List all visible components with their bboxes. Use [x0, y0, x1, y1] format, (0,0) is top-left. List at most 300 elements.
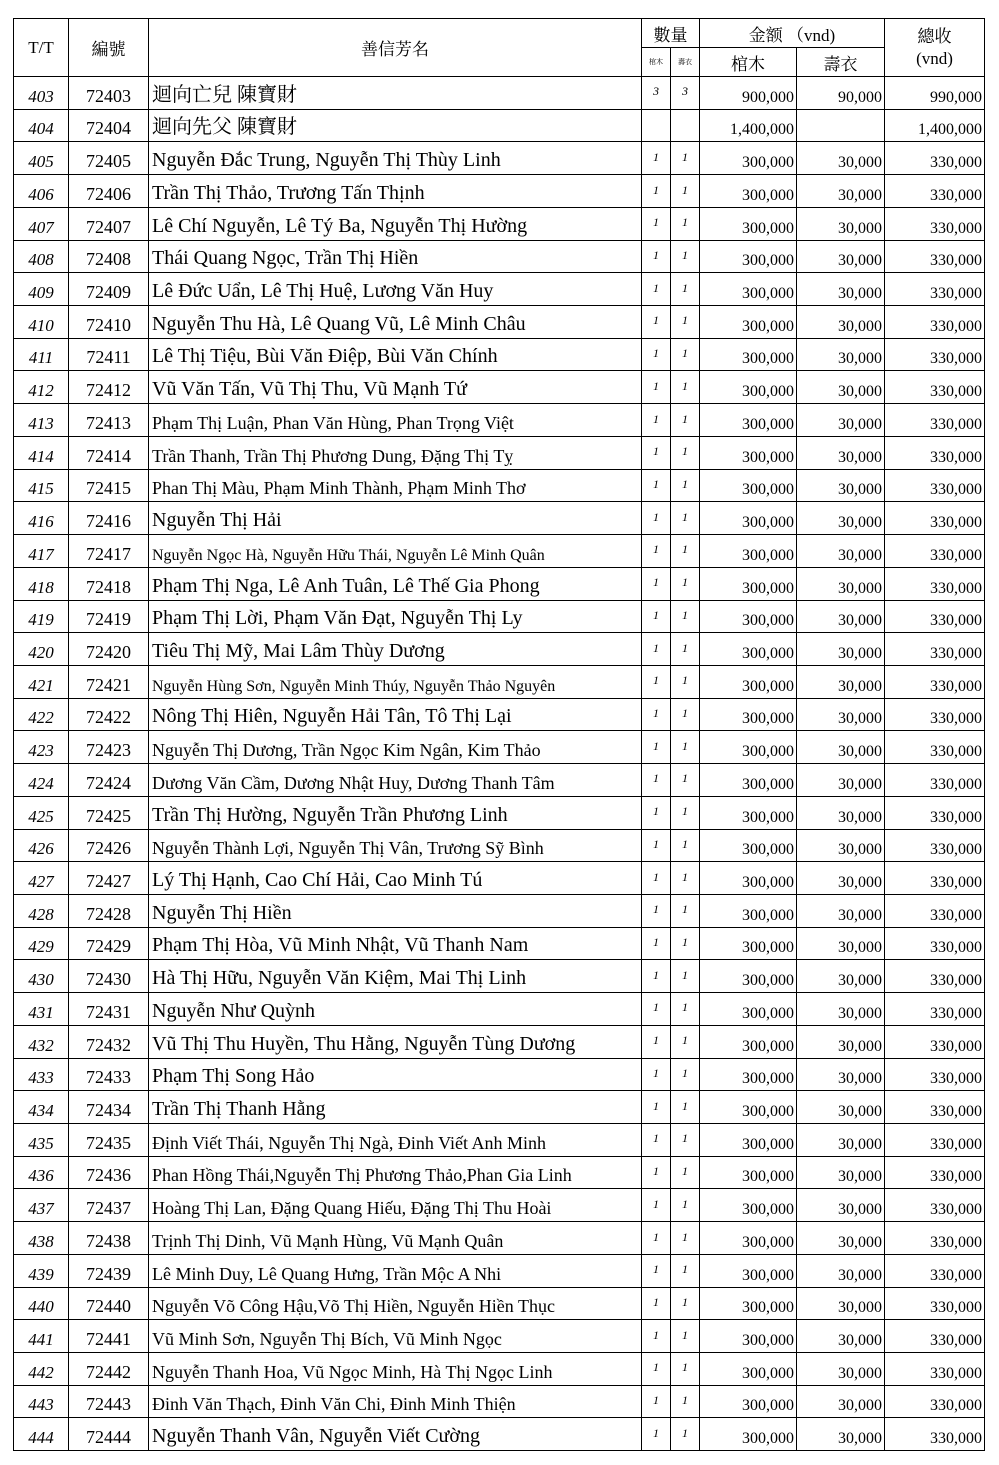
- row-amount-clothes: 30,000: [797, 306, 885, 339]
- row-qty-coffin: 1: [642, 665, 671, 698]
- row-code: 72421: [69, 665, 149, 698]
- row-code: 72423: [69, 731, 149, 764]
- row-qty-clothes: 1: [671, 894, 700, 927]
- row-qty-coffin: 1: [642, 927, 671, 960]
- row-amount-clothes: 90,000: [797, 77, 885, 110]
- row-donor-name: Hà Thị Hữu, Nguyễn Văn Kiệm, Mai Thị Linh: [149, 960, 642, 993]
- row-amount-clothes: [797, 109, 885, 142]
- row-amount-coffin: 300,000: [700, 1320, 797, 1353]
- row-code: 72441: [69, 1320, 149, 1353]
- row-amount-clothes: 30,000: [797, 240, 885, 273]
- row-qty-clothes: 1: [671, 1320, 700, 1353]
- row-code: 72425: [69, 796, 149, 829]
- row-donor-name: Phạm Thị Luận, Phan Văn Hùng, Phan Trọng Việt: [149, 404, 642, 437]
- header-qty-coffin: 棺木: [642, 48, 671, 77]
- row-index: 428: [14, 894, 69, 927]
- row-amount-coffin: 300,000: [700, 273, 797, 306]
- header-quantity: 數量: [642, 19, 700, 48]
- row-index: 433: [14, 1058, 69, 1091]
- row-total: 1,400,000: [885, 109, 985, 142]
- table-row: [14, 698, 985, 731]
- row-qty-clothes: 1: [671, 175, 700, 208]
- table-row: [14, 535, 985, 568]
- table-row: [14, 175, 985, 208]
- row-amount-coffin: 300,000: [700, 1025, 797, 1058]
- row-total: 330,000: [885, 306, 985, 339]
- row-amount-clothes: 30,000: [797, 1320, 885, 1353]
- row-amount-clothes: 30,000: [797, 469, 885, 502]
- row-qty-coffin: 1: [642, 698, 671, 731]
- row-amount-clothes: 30,000: [797, 1385, 885, 1418]
- row-amount-clothes: 30,000: [797, 1156, 885, 1189]
- row-donor-name: Phan Thị Màu, Phạm Minh Thành, Phạm Minh Thơ: [149, 469, 642, 502]
- row-amount-clothes: 30,000: [797, 535, 885, 568]
- row-qty-coffin: 1: [642, 796, 671, 829]
- table-row: [14, 960, 985, 993]
- table-row: [14, 1418, 985, 1451]
- table-row: [14, 862, 985, 895]
- row-donor-name: Hoàng Thị Lan, Đặng Quang Hiếu, Đặng Thị Thu Hoài: [149, 1189, 642, 1222]
- row-index: 436: [14, 1156, 69, 1189]
- row-amount-clothes: 30,000: [797, 665, 885, 698]
- table-row: [14, 1025, 985, 1058]
- row-donor-name: Trịnh Thị Dinh, Vũ Mạnh Hùng, Vũ Mạnh Quân: [149, 1222, 642, 1255]
- row-donor-name: Trần Thanh, Trần Thị Phương Dung, Đặng Thị Tỵ: [149, 436, 642, 469]
- row-index: 441: [14, 1320, 69, 1353]
- row-donor-name: Lê Đức Uẩn, Lê Thị Huệ, Lương Văn Huy: [149, 273, 642, 306]
- row-amount-coffin: 300,000: [700, 829, 797, 862]
- row-amount-coffin: 300,000: [700, 1189, 797, 1222]
- row-code: 72428: [69, 894, 149, 927]
- row-total: 330,000: [885, 894, 985, 927]
- row-donor-name: Vũ Minh Sơn, Nguyễn Thị Bích, Vũ Minh Ngọc: [149, 1320, 642, 1353]
- row-qty-clothes: 3: [671, 77, 700, 110]
- row-code: 72413: [69, 404, 149, 437]
- row-total: 330,000: [885, 1353, 985, 1386]
- row-index: 419: [14, 600, 69, 633]
- row-code: 72410: [69, 306, 149, 339]
- row-amount-coffin: 300,000: [700, 469, 797, 502]
- row-qty-coffin: 1: [642, 273, 671, 306]
- row-amount-coffin: 300,000: [700, 1418, 797, 1451]
- row-qty-clothes: 1: [671, 1222, 700, 1255]
- row-amount-coffin: 300,000: [700, 535, 797, 568]
- row-amount-clothes: 30,000: [797, 600, 885, 633]
- row-qty-coffin: 1: [642, 600, 671, 633]
- row-amount-coffin: 300,000: [700, 175, 797, 208]
- row-qty-clothes: 1: [671, 927, 700, 960]
- row-index: 438: [14, 1222, 69, 1255]
- row-total: 330,000: [885, 698, 985, 731]
- row-qty-clothes: 1: [671, 600, 700, 633]
- row-index: 417: [14, 535, 69, 568]
- row-qty-coffin: 1: [642, 175, 671, 208]
- row-amount-coffin: 300,000: [700, 1222, 797, 1255]
- row-qty-clothes: 1: [671, 404, 700, 437]
- row-total: 330,000: [885, 567, 985, 600]
- row-amount-coffin: 300,000: [700, 1058, 797, 1091]
- row-index: 432: [14, 1025, 69, 1058]
- row-total: 330,000: [885, 1254, 985, 1287]
- row-amount-clothes: 30,000: [797, 960, 885, 993]
- row-code: 72418: [69, 567, 149, 600]
- row-code: 72432: [69, 1025, 149, 1058]
- row-index: 418: [14, 567, 69, 600]
- row-total: 330,000: [885, 993, 985, 1026]
- row-total: 330,000: [885, 1156, 985, 1189]
- table-row: [14, 1091, 985, 1124]
- row-qty-clothes: 1: [671, 535, 700, 568]
- row-amount-coffin: 300,000: [700, 1353, 797, 1386]
- row-total: 330,000: [885, 175, 985, 208]
- row-donor-name: Nguyễn Như Quỳnh: [149, 993, 642, 1026]
- row-total: 330,000: [885, 436, 985, 469]
- row-donor-name: Nguyễn Thanh Vân, Nguyễn Viết Cường: [149, 1418, 642, 1451]
- row-amount-clothes: 30,000: [797, 731, 885, 764]
- row-index: 440: [14, 1287, 69, 1320]
- row-amount-coffin: 300,000: [700, 1091, 797, 1124]
- row-amount-clothes: 30,000: [797, 207, 885, 240]
- row-qty-coffin: 1: [642, 371, 671, 404]
- row-donor-name: Lê Minh Duy, Lê Quang Hưng, Trần Mộc A Nhi: [149, 1254, 642, 1287]
- row-donor-name: Nguyễn Thành Lợi, Nguyễn Thị Vân, Trương Sỹ Bình: [149, 829, 642, 862]
- header-clothes: 壽衣: [797, 48, 885, 77]
- row-amount-clothes: 30,000: [797, 796, 885, 829]
- table-row: [14, 665, 985, 698]
- row-amount-clothes: 30,000: [797, 436, 885, 469]
- row-amount-coffin: 300,000: [700, 993, 797, 1026]
- table-row: [14, 1254, 985, 1287]
- row-qty-clothes: 1: [671, 306, 700, 339]
- table-row: [14, 764, 985, 797]
- row-index: 408: [14, 240, 69, 273]
- row-qty-clothes: 1: [671, 1385, 700, 1418]
- row-total: 330,000: [885, 1124, 985, 1157]
- row-amount-clothes: 30,000: [797, 633, 885, 666]
- row-qty-clothes: 1: [671, 371, 700, 404]
- row-qty-coffin: 1: [642, 469, 671, 502]
- row-index: 425: [14, 796, 69, 829]
- row-index: 437: [14, 1189, 69, 1222]
- row-amount-coffin: 1,400,000: [700, 109, 797, 142]
- row-amount-coffin: 300,000: [700, 894, 797, 927]
- row-qty-coffin: 1: [642, 1254, 671, 1287]
- row-amount-coffin: 300,000: [700, 1287, 797, 1320]
- row-code: 72417: [69, 535, 149, 568]
- row-code: 72405: [69, 142, 149, 175]
- row-index: 423: [14, 731, 69, 764]
- row-total: 330,000: [885, 338, 985, 371]
- header-qty-clothes: 壽衣: [671, 48, 700, 77]
- row-total: 330,000: [885, 796, 985, 829]
- row-amount-clothes: 30,000: [797, 273, 885, 306]
- row-amount-coffin: 300,000: [700, 764, 797, 797]
- row-index: 431: [14, 993, 69, 1026]
- row-amount-clothes: 30,000: [797, 829, 885, 862]
- row-index: 410: [14, 306, 69, 339]
- row-total: 330,000: [885, 1385, 985, 1418]
- table-row: [14, 338, 985, 371]
- row-index: 415: [14, 469, 69, 502]
- row-donor-name: Trần Thị Hường, Nguyễn Trần Phương Linh: [149, 796, 642, 829]
- row-qty-coffin: 1: [642, 502, 671, 535]
- table-row: [14, 1320, 985, 1353]
- row-code: 72439: [69, 1254, 149, 1287]
- row-qty-coffin: 3: [642, 77, 671, 110]
- row-total: 330,000: [885, 1287, 985, 1320]
- row-index: 443: [14, 1385, 69, 1418]
- row-amount-clothes: 30,000: [797, 404, 885, 437]
- row-qty-coffin: 1: [642, 338, 671, 371]
- row-amount-clothes: 30,000: [797, 993, 885, 1026]
- row-qty-coffin: 1: [642, 829, 671, 862]
- row-qty-clothes: 1: [671, 960, 700, 993]
- row-amount-coffin: 300,000: [700, 338, 797, 371]
- row-qty-coffin: 1: [642, 1189, 671, 1222]
- row-total: 330,000: [885, 207, 985, 240]
- row-index: 404: [14, 109, 69, 142]
- row-qty-coffin: 1: [642, 207, 671, 240]
- row-qty-coffin: 1: [642, 862, 671, 895]
- row-amount-coffin: 300,000: [700, 731, 797, 764]
- row-amount-coffin: 300,000: [700, 665, 797, 698]
- table-row: [14, 371, 985, 404]
- row-total: 330,000: [885, 1091, 985, 1124]
- row-qty-coffin: 1: [642, 960, 671, 993]
- row-total: 330,000: [885, 1058, 985, 1091]
- row-amount-coffin: 300,000: [700, 1124, 797, 1157]
- row-donor-name: Vũ Thị Thu Huyền, Thu Hằng, Nguyễn Tùng Dương: [149, 1025, 642, 1058]
- donation-table: [13, 18, 985, 1451]
- row-amount-coffin: 300,000: [700, 862, 797, 895]
- row-code: 72420: [69, 633, 149, 666]
- row-qty-clothes: 1: [671, 240, 700, 273]
- row-amount-coffin: 300,000: [700, 567, 797, 600]
- row-code: 72430: [69, 960, 149, 993]
- row-amount-coffin: 300,000: [700, 371, 797, 404]
- row-qty-clothes: 1: [671, 993, 700, 1026]
- table-row: [14, 436, 985, 469]
- row-qty-coffin: 1: [642, 404, 671, 437]
- row-amount-coffin: 300,000: [700, 207, 797, 240]
- row-amount-clothes: 30,000: [797, 567, 885, 600]
- row-donor-name: Lê Thị Tiệu, Bùi Văn Điệp, Bùi Văn Chính: [149, 338, 642, 371]
- row-donor-name: Nguyễn Đắc Trung, Nguyễn Thị Thùy Linh: [149, 142, 642, 175]
- row-donor-name: Đinh Văn Thạch, Đinh Văn Chi, Đinh Minh Thiện: [149, 1385, 642, 1418]
- row-qty-clothes: 1: [671, 142, 700, 175]
- row-donor-name: Phan Hồng Thái,Nguyễn Thị Phương Thảo,Phan Gia Linh: [149, 1156, 642, 1189]
- row-amount-coffin: 300,000: [700, 404, 797, 437]
- row-qty-coffin: 1: [642, 1320, 671, 1353]
- row-qty-coffin: 1: [642, 535, 671, 568]
- row-qty-coffin: 1: [642, 240, 671, 273]
- header-amount: 金额 （vnd): [700, 19, 885, 48]
- row-qty-coffin: 1: [642, 1418, 671, 1451]
- row-donor-name: Nguyễn Thu Hà, Lê Quang Vũ, Lê Minh Châu: [149, 306, 642, 339]
- table-header: [14, 19, 985, 77]
- row-donor-name: Trần Thị Thảo, Trương Tấn Thịnh: [149, 175, 642, 208]
- row-qty-clothes: 1: [671, 1091, 700, 1124]
- row-donor-name: Nguyễn Thị Hải: [149, 502, 642, 535]
- row-qty-clothes: 1: [671, 338, 700, 371]
- row-index: 435: [14, 1124, 69, 1157]
- table-row: [14, 207, 985, 240]
- row-amount-coffin: 300,000: [700, 1254, 797, 1287]
- table-row: [14, 927, 985, 960]
- row-amount-clothes: 30,000: [797, 764, 885, 797]
- row-amount-clothes: 30,000: [797, 1091, 885, 1124]
- row-amount-coffin: 300,000: [700, 796, 797, 829]
- row-index: 427: [14, 862, 69, 895]
- row-qty-coffin: 1: [642, 1156, 671, 1189]
- row-total: 330,000: [885, 1418, 985, 1451]
- table-row: [14, 240, 985, 273]
- row-qty-clothes: 1: [671, 1058, 700, 1091]
- row-total: 330,000: [885, 600, 985, 633]
- row-donor-name: Phạm Thị Nga, Lê Anh Tuân, Lê Thế Gia Phong: [149, 567, 642, 600]
- row-index: 413: [14, 404, 69, 437]
- row-code: 72409: [69, 273, 149, 306]
- row-qty-clothes: 1: [671, 1287, 700, 1320]
- table-row: [14, 567, 985, 600]
- table-body: [14, 77, 985, 1451]
- row-qty-clothes: 1: [671, 829, 700, 862]
- row-qty-coffin: 1: [642, 567, 671, 600]
- row-code: 72435: [69, 1124, 149, 1157]
- row-amount-coffin: 300,000: [700, 142, 797, 175]
- row-amount-clothes: 30,000: [797, 502, 885, 535]
- row-amount-clothes: 30,000: [797, 338, 885, 371]
- row-donor-name: Nông Thị Hiên, Nguyễn Hải Tân, Tô Thị Lại: [149, 698, 642, 731]
- row-index: 426: [14, 829, 69, 862]
- row-donor-name: Nguyễn Thanh Hoa, Vũ Ngọc Minh, Hà Thị Ngọc Linh: [149, 1353, 642, 1386]
- row-index: 429: [14, 927, 69, 960]
- row-total: 330,000: [885, 371, 985, 404]
- row-qty-coffin: 1: [642, 1091, 671, 1124]
- row-total: 330,000: [885, 240, 985, 273]
- header-total-line1: 總收: [917, 26, 952, 46]
- row-qty-clothes: 1: [671, 1124, 700, 1157]
- row-amount-clothes: 30,000: [797, 1025, 885, 1058]
- table-row: [14, 993, 985, 1026]
- row-index: 442: [14, 1353, 69, 1386]
- row-code: 72429: [69, 927, 149, 960]
- row-donor-name: Lê Chí Nguyễn, Lê Tý Ba, Nguyễn Thị Hường: [149, 207, 642, 240]
- row-code: 72444: [69, 1418, 149, 1451]
- row-index: 434: [14, 1091, 69, 1124]
- row-code: 72419: [69, 600, 149, 633]
- row-amount-coffin: 300,000: [700, 436, 797, 469]
- row-qty-coffin: 1: [642, 764, 671, 797]
- row-qty-clothes: 1: [671, 273, 700, 306]
- table-row: [14, 1353, 985, 1386]
- row-total: 330,000: [885, 273, 985, 306]
- table-row: [14, 273, 985, 306]
- row-qty-clothes: 1: [671, 1025, 700, 1058]
- row-qty-clothes: 1: [671, 698, 700, 731]
- row-qty-clothes: 1: [671, 1156, 700, 1189]
- row-donor-name: Tiêu Thị Mỹ, Mai Lâm Thùy Dương: [149, 633, 642, 666]
- row-amount-coffin: 300,000: [700, 502, 797, 535]
- row-code: 72438: [69, 1222, 149, 1255]
- row-donor-name: Nguyễn Thị Hiền: [149, 894, 642, 927]
- row-code: 72433: [69, 1058, 149, 1091]
- table-row: [14, 829, 985, 862]
- row-qty-coffin: 1: [642, 306, 671, 339]
- row-total: 330,000: [885, 665, 985, 698]
- row-index: 416: [14, 502, 69, 535]
- row-amount-clothes: 30,000: [797, 894, 885, 927]
- row-total: 330,000: [885, 829, 985, 862]
- row-index: 420: [14, 633, 69, 666]
- row-index: 411: [14, 338, 69, 371]
- row-qty-coffin: 1: [642, 894, 671, 927]
- row-donor-name: Nguyễn Thị Dương, Trần Ngọc Kim Ngân, Kim Thảo: [149, 731, 642, 764]
- row-amount-clothes: 30,000: [797, 1287, 885, 1320]
- row-amount-clothes: 30,000: [797, 1418, 885, 1451]
- table-row: [14, 1058, 985, 1091]
- row-index: 405: [14, 142, 69, 175]
- row-amount-clothes: 30,000: [797, 698, 885, 731]
- table-row: [14, 1189, 985, 1222]
- row-amount-clothes: 30,000: [797, 927, 885, 960]
- header-code: 編號: [69, 19, 149, 77]
- row-qty-coffin: 1: [642, 1124, 671, 1157]
- row-total: 330,000: [885, 862, 985, 895]
- row-total: 330,000: [885, 764, 985, 797]
- row-code: 72416: [69, 502, 149, 535]
- row-total: 330,000: [885, 469, 985, 502]
- row-qty-coffin: 1: [642, 1058, 671, 1091]
- table-row: [14, 796, 985, 829]
- row-amount-coffin: 300,000: [700, 927, 797, 960]
- row-code: 72411: [69, 338, 149, 371]
- row-qty-clothes: 1: [671, 633, 700, 666]
- row-code: 72406: [69, 175, 149, 208]
- table-row: [14, 894, 985, 927]
- row-code: 72415: [69, 469, 149, 502]
- row-code: 72443: [69, 1385, 149, 1418]
- row-amount-coffin: 300,000: [700, 600, 797, 633]
- row-qty-coffin: 1: [642, 731, 671, 764]
- row-qty-clothes: 1: [671, 567, 700, 600]
- row-qty-coffin: 1: [642, 633, 671, 666]
- row-donor-name: Phạm Thị Hòa, Vũ Minh Nhật, Vũ Thanh Nam: [149, 927, 642, 960]
- table-row: [14, 1385, 985, 1418]
- row-code: 72403: [69, 77, 149, 110]
- row-donor-name: 迴向亡兒 陳寶財: [149, 77, 642, 110]
- row-total: 330,000: [885, 927, 985, 960]
- table-row: [14, 1287, 985, 1320]
- row-code: 72404: [69, 109, 149, 142]
- row-code: 72422: [69, 698, 149, 731]
- row-donor-name: Lý Thị Hạnh, Cao Chí Hải, Cao Minh Tú: [149, 862, 642, 895]
- row-index: 409: [14, 273, 69, 306]
- row-total: 330,000: [885, 633, 985, 666]
- row-amount-clothes: 30,000: [797, 1058, 885, 1091]
- row-code: 72424: [69, 764, 149, 797]
- row-code: 72412: [69, 371, 149, 404]
- row-code: 72440: [69, 1287, 149, 1320]
- row-amount-coffin: 300,000: [700, 240, 797, 273]
- row-total: 330,000: [885, 535, 985, 568]
- row-amount-clothes: 30,000: [797, 1189, 885, 1222]
- row-index: 430: [14, 960, 69, 993]
- row-amount-clothes: 30,000: [797, 371, 885, 404]
- row-amount-coffin: 300,000: [700, 1156, 797, 1189]
- row-code: 72426: [69, 829, 149, 862]
- table-row: [14, 1124, 985, 1157]
